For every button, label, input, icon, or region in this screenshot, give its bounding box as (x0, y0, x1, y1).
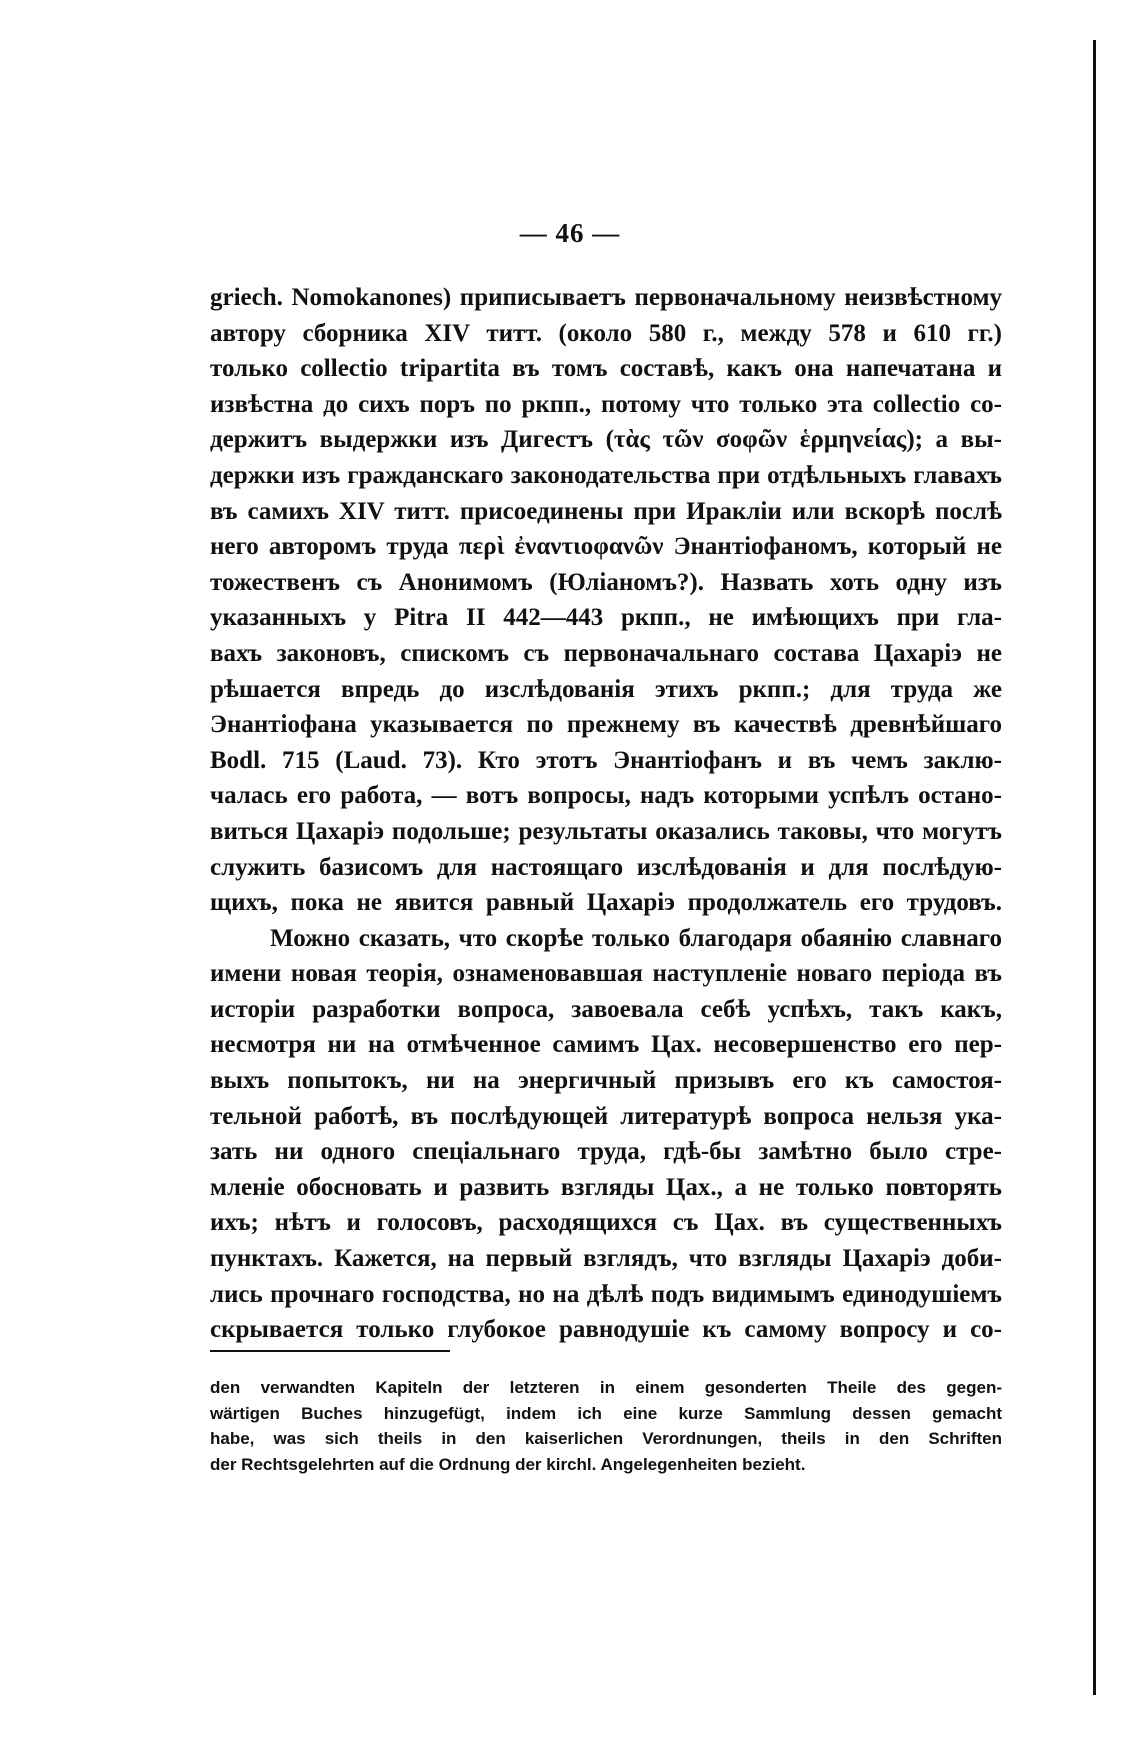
main-text-block (210, 280, 1002, 1348)
text-line: пунктахъ. Кажется, на первый взглядъ, что взгляды Цахаріэ доби- (210, 1245, 1002, 1273)
text-line: несмотря ни на отмѣченное самимъ Цах. несовершенство его пер- (210, 1031, 1002, 1059)
text-line: имени новая теорія, ознаменовавшая наступленіе новаго періода въ (210, 960, 1002, 988)
footnote-line: den verwandten Kapiteln der letzteren in einem gesonderten Theile des gegen- (210, 1378, 1002, 1397)
text-line: виться Цахаріэ подольше; результаты оказались таковы, что могутъ (210, 817, 1002, 845)
text-line: держки изъ гражданскаго законодательства при отдѣльныхъ главахъ (210, 461, 1002, 489)
text-line: ихъ; нѣтъ и голосовъ, расходящихся съ Цах. въ существенныхъ (210, 1209, 1002, 1237)
text-line: Bodl. 715 (Laud. 73). Кто этотъ Энантіофанъ и въ чемъ заклю- (210, 746, 1002, 774)
text-line: лись прочнаго господства, но на дѣлѣ подъ видимымъ единодушіемъ (210, 1280, 1002, 1308)
footnote-line: der Rechtsgelehrten auf die Ordnung der kirchl. Angelegenheiten bezieht. (210, 1454, 806, 1474)
text-line: служить базисомъ для настоящаго изслѣдованія и для послѣдую- (210, 853, 1002, 881)
text-line: чалась его работа, — вотъ вопросы, надъ которыми успѣлъ остано- (210, 782, 1002, 810)
text-line: исторіи разработки вопроса, завоевала себѣ успѣхъ, такъ какъ, (210, 995, 1002, 1023)
text-line: указанныхъ у Pitra II 442—443 ркпп., не имѣющихъ при гла- (210, 604, 1002, 632)
page-number: — 46 — (519, 218, 621, 248)
text-line: мленіе обосновать и развить взгляды Цах., а не только повторять (210, 1173, 1002, 1201)
text-line: Энантіофана указывается по прежнему въ качествѣ древнѣйшаго (210, 711, 1002, 739)
text-line: только collectio tripartita въ томъ составѣ, какъ она напечатана и (210, 355, 1002, 383)
page-edge-rule (1093, 40, 1096, 1695)
text-line: держитъ выдержки изъ Дигестъ (τὰς τῶν σοφῶν ἑρμηνείας); а вы- (210, 426, 1002, 454)
text-line: griech. Nomokanones) приписываетъ первоначальному неизвѣстному (210, 284, 1002, 311)
text-line: автору сборника XIV титт. (около 580 г., между 578 и 610 гг.) (210, 319, 1002, 347)
footnote-line: wärtigen Buches hinzugefügt, indem ich eine kurze Sammlung dessen gemacht (210, 1403, 1002, 1423)
text-line: тельной работѣ, въ послѣдующей литературѣ вопроса нельзя ука- (210, 1102, 1002, 1130)
text-line: него авторомъ труда περὶ ἐναντιοφανῶν Энантіофаномъ, который не (210, 533, 1002, 561)
footnote-block (210, 1375, 1002, 1477)
footnote-line: habe, was sich theils in den kaiserlichen Verordnungen, theils in den Schriften (210, 1429, 1002, 1448)
text-line: выхъ попытокъ, ни на энергичный призывъ его къ самостоя- (210, 1067, 1002, 1095)
footnote-separator (210, 1350, 450, 1352)
text-line: извѣстна до сихъ поръ по ркпп., потому что только эта collectio со- (210, 390, 1002, 418)
text-line: скрывается только глубокое равнодушіе къ самому вопросу и со- (210, 1316, 1002, 1344)
text-line: вахъ законовъ, спискомъ съ первоначальнаго состава Цахаріэ не (210, 639, 1002, 667)
text-line: щихъ, пока не явится равный Цахаріэ продолжатель его трудовъ. (210, 889, 1002, 917)
text-line: въ самихъ XIV титт. присоединены при Иракліи или вскорѣ послѣ (210, 497, 1002, 525)
text-line: зать ни одного спеціальнаго труда, гдѣ-бы замѣтно было стре- (210, 1138, 1002, 1166)
text-line: тожественъ съ Анонимомъ (Юліаномъ?). Назвать хоть одну изъ (210, 568, 1002, 596)
paragraph-first-line: Можно сказать, что скорѣе только благодаря обаянію славнаго (270, 924, 1002, 952)
text-line: рѣшается впредь до изслѣдованія этихъ ркпп.; для труда же (210, 675, 1002, 703)
